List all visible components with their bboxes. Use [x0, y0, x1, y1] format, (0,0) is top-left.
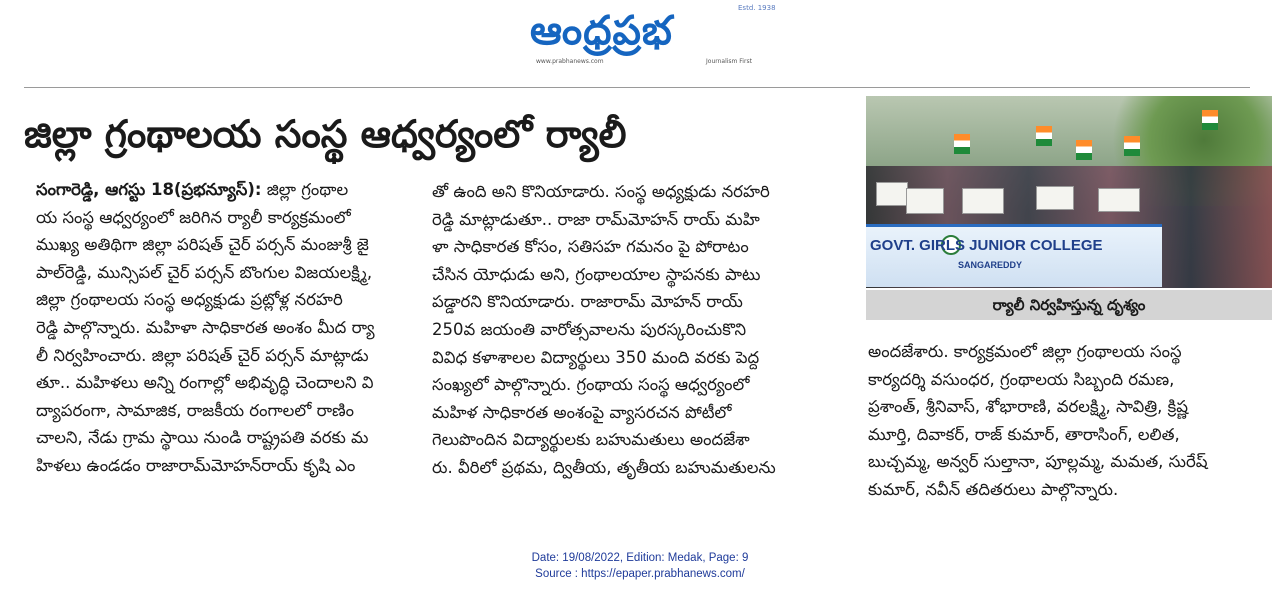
article-line: తో ఉంది అని కొనియాడారు. సంస్థ అధ్యక్షుడు నరహరి	[432, 182, 770, 201]
article-line: చేసిన యోధుడు అని, గ్రంథాలయాల స్థాపనకు పాటు	[432, 264, 761, 284]
masthead-tagline: Journalism First	[706, 58, 752, 65]
article-line: పడ్డారని కొనియాడారు. రాజారామ్ మోహన్ రాయ్	[432, 292, 743, 312]
article-line: రెడ్డి మాట్లాడుతూ.. రాజా రామ్‌మోహన్ రాయ్ మహి	[432, 209, 760, 229]
article-line: 250వ జయంతి వారోత్సవాలను పురస్కరించుకొని	[432, 319, 747, 339]
placard	[876, 182, 908, 206]
article-line: అందజేశారు. కార్యక్రమంలో జిల్లా గ్రంథాలయ సంస్థ	[868, 342, 1182, 361]
flag-icon	[1124, 136, 1140, 156]
article-line: సంఖ్యలో పాల్గొన్నారు. గ్రంథాయ సంస్థ ఆధ్వర్యంలో	[432, 375, 750, 395]
flag-icon	[1202, 110, 1218, 130]
article-line: మూర్తి, దివాకర్, రాజ్ కుమార్, తారాసింగ్, లలిత,	[868, 424, 1180, 444]
article-line: వివిధ కళాశాలల విద్యార్థులు 350 మంది వరకు పెద్ద	[432, 347, 760, 367]
masthead	[470, 4, 810, 70]
article-dateline: సంగారెడ్డి, ఆగస్టు 18(ప్రభన్యూస్):	[36, 180, 262, 199]
article-line: రెడ్డి పాల్గొన్నారు. మహిళా సాధికారత అంశం మీద ర్యా	[36, 317, 375, 337]
article-line: య సంస్థ ఆధ్వర్యంలో జరిగిన ర్యాలీ కార్యక్రమంలో	[36, 207, 351, 227]
source-link[interactable]: Source : https://epaper.prabhanews.com/	[535, 568, 745, 580]
article-headline: జిల్లా గ్రంథాలయ సంస్థ ఆధ్వర్యంలో ర్యాలీ	[24, 112, 627, 156]
masthead-site: www.prabhanews.com	[536, 58, 604, 65]
banner-text: GOVT. GIRLS JUNIOR COLLEGE	[870, 237, 1103, 254]
placard	[962, 188, 1004, 214]
article-line: కార్యదర్శి వసుంధర, గ్రంథాలయ సిబ్బంది రమణ,	[868, 369, 1175, 389]
article-text: జిల్లా గ్రంథాల	[261, 180, 349, 199]
rally-photo	[866, 96, 1272, 288]
placard	[906, 188, 944, 214]
article-line: ళా సాధికారత కోసం, సతిసహ గమనం పై పోరాటం	[432, 237, 749, 257]
edition-info: Date: 19/08/2022, Edition: Medak, Page: 9	[531, 552, 749, 564]
article-line: జిల్లా గ్రంథాలయ సంస్థ అధ్యక్షుడు ప్రట్లోళ్ల నరహరి	[36, 290, 343, 310]
article-line: ముఖ్య అతిథిగా జిల్లా పరిషత్ చైర్ పర్సన్ మంజుశ్రీ జై	[36, 235, 369, 255]
flag-icon	[954, 134, 970, 154]
article-line: కుమార్, నవీన్ తదితరులు పాల్గొన్నారు.	[868, 479, 1119, 499]
masthead-divider	[24, 87, 1250, 88]
placard	[1098, 188, 1140, 212]
newspaper-logo: ఆంధ్రప్రభ	[530, 8, 673, 54]
article-line: చాలని, నేడు గ్రామ స్థాయి నుండి రాష్ట్రపతి వరకు మ	[36, 428, 369, 448]
article-line: లీ నిర్వహించారు. జిల్లా పరిషత్ చైర్ పర్సన్ మాట్లాడు	[36, 345, 369, 365]
article-line: పాల్‌రెడ్డి, మున్సిపల్ చైర్ పర్సన్ బొంగుల విజయలక్ష్మి,	[36, 262, 373, 282]
article-line: బుచ్చమ్మ, అన్వర్ సుల్తానా, పూల్లమ్మ, మమత, సురేష్	[868, 452, 1208, 472]
college-banner	[866, 224, 1162, 287]
article-line: ద్యాపరంగా, సామాజిక, రాజకీయ రంగాలలో రాణిం	[36, 400, 355, 420]
article-column-1	[36, 176, 412, 516]
flag-icon	[1036, 126, 1052, 146]
article-line: గెలుపొందిన విద్యార్థులకు బహుమతులు అందజేశా	[432, 430, 750, 450]
article-column-3	[868, 338, 1250, 518]
flag-icon	[1076, 140, 1092, 160]
article-line	[36, 176, 412, 204]
article-line: మహిళ సాధికారత అంశంపై వ్యాసరచన పోటీలో	[432, 402, 732, 422]
photo-caption: ర్యాలీ నిర్వహిస్తున్న దృశ్యం	[866, 290, 1272, 320]
article-column-2	[432, 178, 842, 518]
placard	[1036, 186, 1074, 210]
article-line: రు. వీరిలో ప్రథమ, ద్వితీయ, తృతీయ బహుమతులను	[432, 457, 776, 477]
article-line: హిళలు ఉండడం రాజారామ్‌మోహన్‌రాయ్ కృషి ఎం	[36, 455, 356, 475]
masthead-established: Estd. 1938	[738, 4, 776, 12]
article-line: ప్రశాంత్, శ్రీనివాస్, శోభారాణి, వరలక్ష్మి, సావిత్రి, క్రిష్ణ	[868, 397, 1189, 417]
article-line: తూ.. మహిళలు అన్ని రంగాల్లో అభివృద్ధి చెందాలని వి	[36, 373, 374, 393]
banner-subtext: SANGAREDDY	[958, 260, 1023, 270]
